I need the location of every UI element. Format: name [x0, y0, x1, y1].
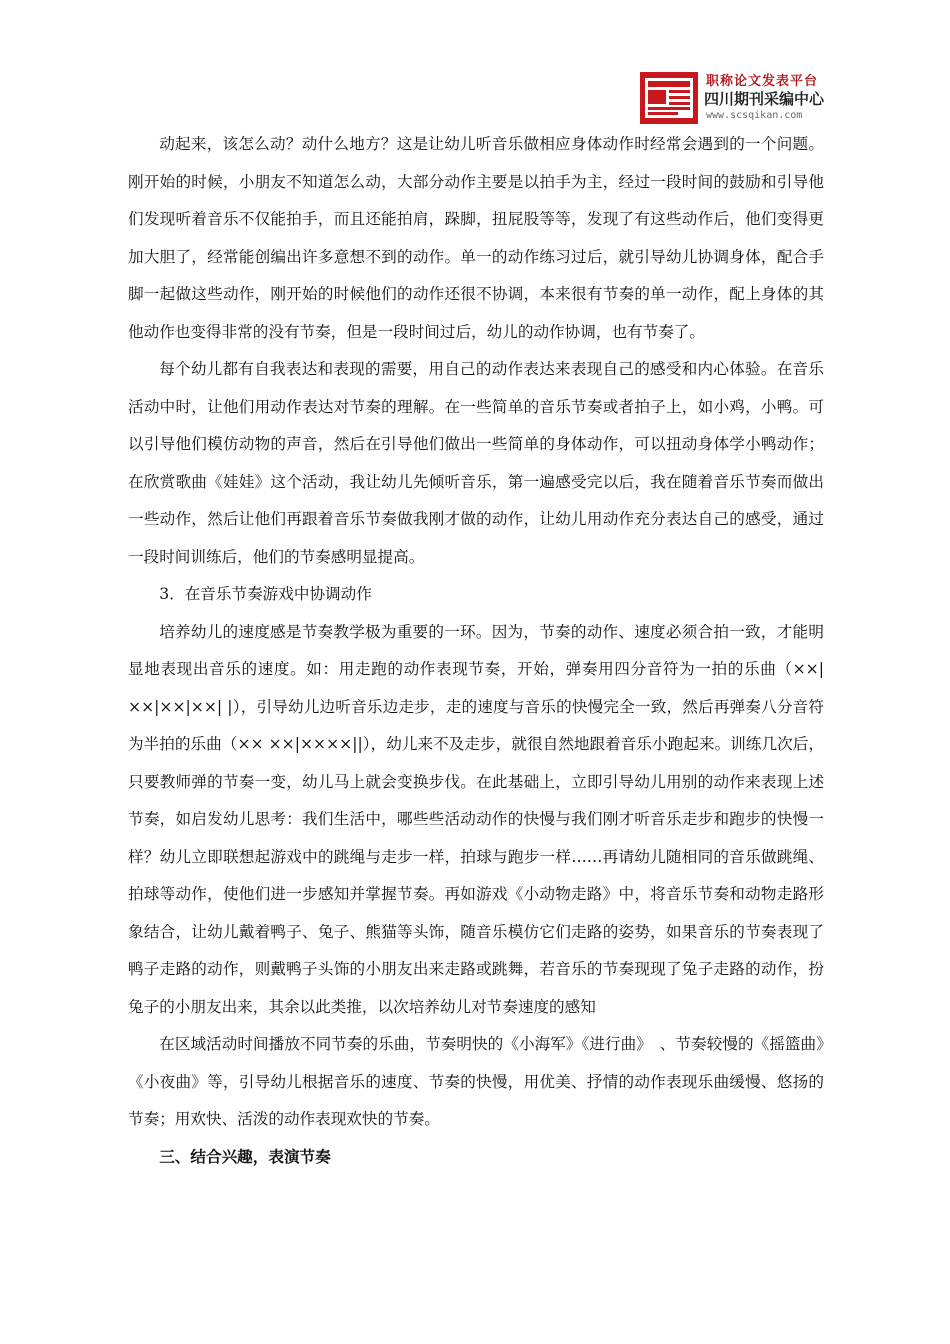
- paragraph-1: 动起来，该怎么动？动什么地方？这是让幼儿听音乐做相应身体动作时经常会遇到的一个问题。刚开始的时候，小朋友不知道怎么动，大部分动作主要是以拍手为主，经过一段时间的鼓励和引导他们发现听着音乐不仅能拍手，而且还能拍肩，跺脚，扭屁股等等，发现了有这些动作后，他们变得更加大胆了，经常能创编出许多意想不到的动作。单一的动作练习过后，就引导幼儿协调身体，配合手脚一起做这些动作，刚开始的时候他们的动作还很不协调，本来很有节奏的单一动作，配上身体的其他动作也变得非常的没有节奏，但是一段时间过后，幼儿的动作协调，也有节奏了。: [128, 135, 824, 341]
- logo-url: www.scsqikan.com: [706, 110, 803, 121]
- paragraph-3: 培养幼儿的速度感是节奏教学极为重要的一环。因为，节奏的动作、速度必须合拍一致，才能明显地表现出音乐的速度。如：用走跑的动作表现节奏，开始，弹奏用四分音符为一拍的乐曲（××|××|××|××| |），引导幼儿边听音乐边走步，走的速度与音乐的快慢完全一致，然后再弹奏八分音符为半拍的乐曲（×× ××|××××||），幼儿来不及走步，就很自然地跟着音乐小跑起来。训练几次后，只要教师弹的节奏一变，幼儿马上就会变换步伐。在此基础上，立即引导幼儿用别的动作来表现上述节奏，如启发幼儿思考：我们生活中，哪些些活动动作的快慢与我们刚才听音乐走步和跑步的快慢一样？幼儿立即联想起游戏中的跳绳与走步一样，拍球与跑步一样……再请幼儿随相同的音乐做跳绳、拍球等动作，使他们进一步感知并掌握节奏。再如游戏《小动物走路》中，将音乐节奏和动物走路形象结合，让幼儿戴着鸭子、兔子、熊猫等头饰，随音乐模仿它们走路的姿势，如果音乐的节奏表现了鸭子走路的动作，则戴鸭子头饰的小朋友出来走路或跳舞，若音乐的节奏现现了兔子走路的动作，扮兔子的小朋友出来，其余以此类推，以次培养幼儿对节奏速度的感知: [128, 622, 824, 1016]
- header-logo: [640, 68, 840, 130]
- document-body: [128, 126, 824, 1176]
- subheading-3: 3．在音乐节奏游戏中协调动作: [159, 585, 372, 603]
- logo-title: 四川期刊采编中心: [704, 90, 825, 108]
- paragraph-4: 在区域活动时间播放不同节奏的乐曲，节奏明快的《小海军》《进行曲》 、节奏较慢的《摇篮曲》《小夜曲》等，引导幼儿根据音乐的速度、节奏的快慢，用优美、抒情的动作表现乐曲缓慢、悠扬的节奏；用欢快、活泼的动作表现欢快的节奏。: [128, 1035, 824, 1128]
- section-heading: 三、结合兴趣，表演节奏: [159, 1147, 331, 1166]
- paragraph-2: 每个幼儿都有自我表达和表现的需要，用自己的动作表达来表现自己的感受和内心体验。在音乐活动中时，让他们用动作表达对节奏的理解。在一些简单的音乐节奏或者拍子上，如小鸡，小鸭。可以引导他们模仿动物的声音，然后在引导他们做出一些简单的身体动作，可以扭动身体学小鸭动作；在欣赏歌曲《娃娃》这个活动，我让幼儿先倾听音乐，第一遍感受完以后，我在随着音乐节奏而做出一些动作，然后让他们再跟着音乐节奏做我刚才做的动作，让幼儿用动作充分表达自己的感受，通过一段时间训练后，他们的节奏感明显提高。: [128, 360, 824, 566]
- newspaper-logo-icon: [640, 72, 698, 124]
- logo-tagline: 职称论文发表平台: [706, 74, 819, 89]
